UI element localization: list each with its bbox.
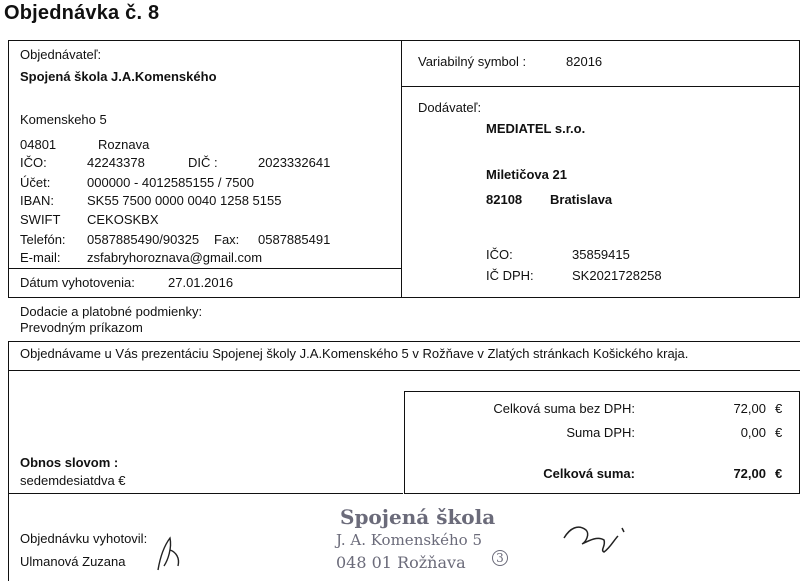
buyer-fax-label: Fax: <box>214 232 240 247</box>
buyer-label: Objednávateľ: <box>20 47 102 62</box>
buyer-ico: 42243378 <box>87 155 145 170</box>
supplier-name: MEDIATEL s.r.o. <box>486 121 586 136</box>
issuer-signature <box>150 530 190 572</box>
total-without-vat-value: 72,00 <box>733 401 766 416</box>
buyer-iban: SK55 7500 0000 0040 1258 5155 <box>87 193 282 208</box>
buyer-iban-label: IBAN: <box>20 193 54 208</box>
buyer-account-label: Účet: <box>20 175 51 190</box>
order-bottom-line <box>8 370 800 371</box>
issued-by-name: Ulmanová Zuzana <box>20 554 126 569</box>
document-title: Objednávka č. 8 <box>4 2 160 24</box>
supplier-ico-label: IČO: <box>486 247 513 262</box>
in-words-label: Obnos slovom : <box>20 455 119 470</box>
buyer-dic-label: DIČ : <box>188 155 218 170</box>
variable-symbol-value: 82016 <box>566 54 603 69</box>
buyer-ico-label: IČO: <box>20 155 47 170</box>
order-text: Objednávame u Vás prezentáciu Spojenej školy J.A.Komenského 5 v Rožňave v Zlatých stránkach Košického kraja. <box>20 346 689 361</box>
buyer-zip: 04801 <box>20 137 57 152</box>
stamp-number: 3 <box>492 550 508 566</box>
buyer-email: zsfabryhoroznava@gmail.com <box>87 250 263 265</box>
variable-symbol-divider <box>401 86 800 87</box>
buyer-phone: 0587885490/90325 <box>87 232 200 247</box>
buyer-name: Spojená škola J.A.Komenského <box>20 69 217 84</box>
buyer-swift: CEKOSKBX <box>87 212 159 227</box>
supplier-ico: 35859415 <box>572 247 630 262</box>
total-currency: € <box>775 466 783 481</box>
supplier-icdph: SK2021728258 <box>572 268 662 283</box>
buyer-account: 000000 - 4012585155 / 7500 <box>87 175 254 190</box>
vat-value: 0,00 <box>740 425 766 440</box>
stamp-line-2: J. A. Komenského 5 <box>336 531 483 549</box>
order-top-line <box>8 341 800 342</box>
supplier-label: Dodávateľ: <box>418 100 482 115</box>
order-left-line <box>8 341 9 581</box>
supplier-zip: 82108 <box>486 192 523 207</box>
buyer-dic: 2023332641 <box>258 155 331 170</box>
issued-by-label: Objednávku vyhotovil: <box>20 531 148 546</box>
buyer-email-label: E-mail: <box>20 250 61 265</box>
parties-divider <box>401 40 402 298</box>
total-without-vat-currency: € <box>775 401 783 416</box>
terms-value: Prevodným príkazom <box>20 320 143 335</box>
supplier-street: Miletičova 21 <box>486 167 567 182</box>
buyer-street: Komenskeho 5 <box>20 112 107 127</box>
supplier-city: Bratislava <box>550 192 613 207</box>
total-label: Celková suma: <box>543 466 635 481</box>
total-value: 72,00 <box>733 466 766 481</box>
stamp-line-1: Spojená škola <box>340 505 496 529</box>
buyer-swift-label: SWIFT <box>20 212 61 227</box>
stamp-line-3: 048 01 Rožňava <box>336 553 466 572</box>
in-words-value: sedemdesiatdva € <box>20 473 126 488</box>
buyer-phone-label: Telefón: <box>20 232 66 247</box>
total-without-vat-label: Celková suma bez DPH: <box>493 401 635 416</box>
date-divider <box>8 268 401 269</box>
vat-label: Suma DPH: <box>566 425 635 440</box>
buyer-fax: 0587885491 <box>258 232 331 247</box>
supplier-icdph-label: IČ DPH: <box>486 268 534 283</box>
terms-label: Dodacie a platobné podmienky: <box>20 304 203 319</box>
issue-date-label: Dátum vyhotovenia: <box>20 275 135 290</box>
footer-top-line <box>8 493 403 494</box>
issue-date-value: 27.01.2016 <box>168 275 234 290</box>
buyer-city: Roznava <box>98 137 150 152</box>
supplier-signature <box>560 518 630 558</box>
variable-symbol-label: Variabilný symbol : <box>418 54 527 69</box>
vat-currency: € <box>775 425 783 440</box>
